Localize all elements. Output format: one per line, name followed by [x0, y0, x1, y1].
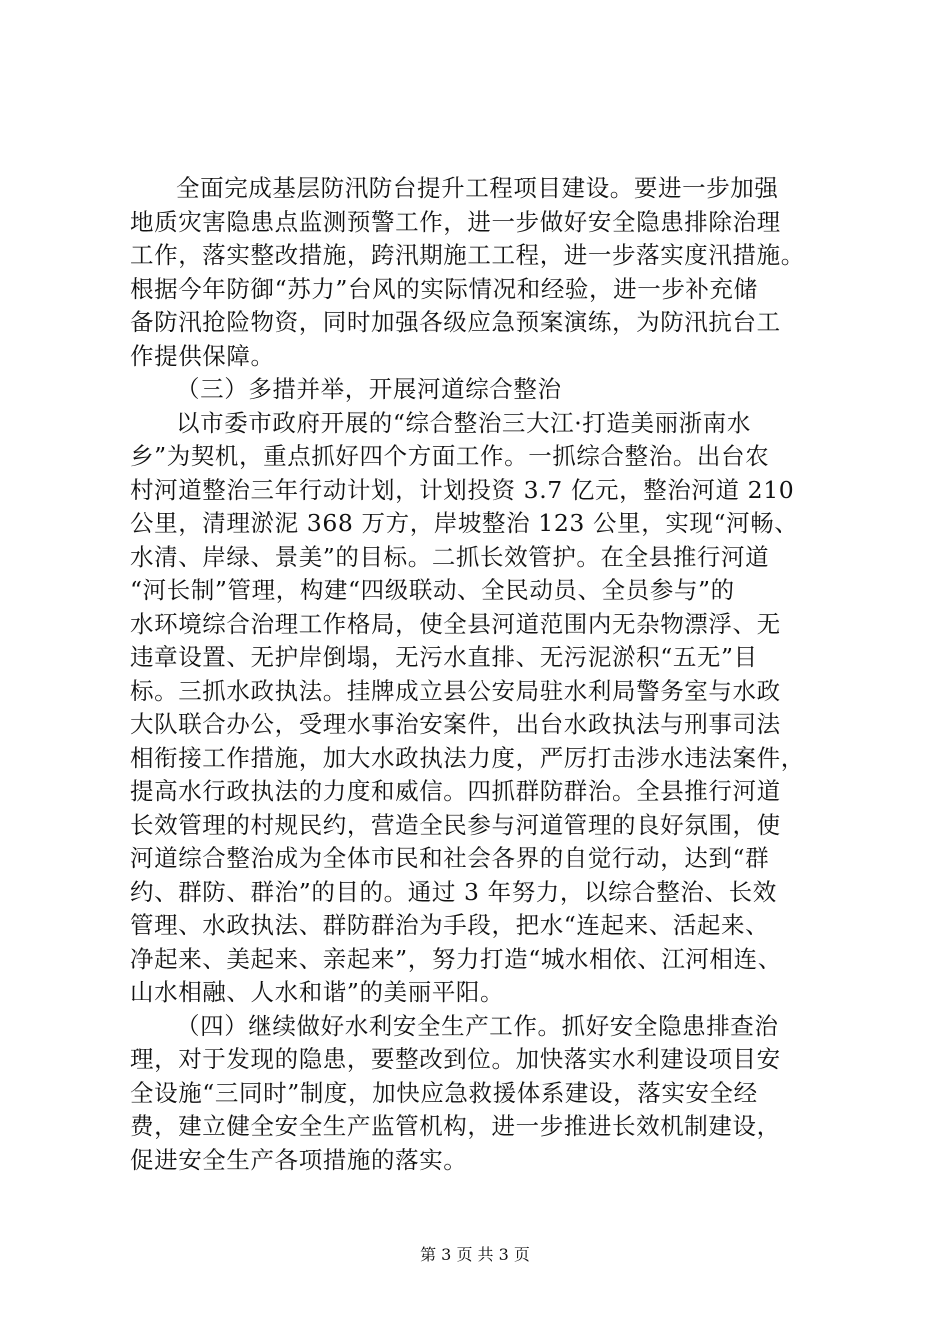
text-line: 提高水行政执法的力度和威信。四抓群防群治。全县推行河道: [130, 777, 781, 805]
text-line: 长效管理的村规民约，营造全民参与河道管理的良好氛围，使: [130, 810, 781, 839]
text-line: “河长制”管理，构建“四级联动、全民动员、全员参与”的: [130, 576, 735, 604]
text-line: 违章设置、无护岸倒塌，无污水直排、无污泥淤积“五无”目: [130, 643, 758, 671]
text-line: 水环境综合治理工作格局，使全县河道范围内无杂物漂浮、无: [130, 609, 781, 638]
text-line: 促进安全生产各项措施的落实。: [130, 1145, 468, 1174]
text-line: 管理、水政执法、群防群治为手段，把水“连起来、活起来、: [130, 911, 770, 939]
page-footer: 第 3 页 共 3 页: [420, 1245, 530, 1264]
text-line: 相衔接工作措施，加大水政执法力度，严厉打击涉水违法案件，: [130, 743, 805, 772]
text-line: 水清、岸绿、景美”的目标。二抓长效管护。在全县推行河道: [130, 542, 770, 571]
text-line: 全设施“三同时”制度，加快应急救援体系建设，落实安全经: [130, 1078, 758, 1107]
text-line: 工作，落实整改措施，跨汛期施工工程，进一步落实度汛措施。: [130, 241, 805, 269]
body-text: [130, 172, 830, 1177]
text-line: 河道综合整治成为全体市民和社会各界的自觉行动，达到“群: [130, 844, 770, 872]
text-line: 地质灾害隐患点监测预警工作，进一步做好安全隐患排除治理: [130, 207, 781, 236]
section-heading: （三）多措并举，开展河道综合整治: [176, 375, 562, 403]
text-line: 大队联合办公，受理水事治安案件，出台水政执法与刑事司法: [130, 710, 781, 738]
text-line: 全面完成基层防汛防台提升工程项目建设。要进一步加强: [176, 174, 779, 202]
text-line: 公里，清理淤泥 368 万方，岸坡整治 123 公里，实现“河畅、: [130, 509, 799, 537]
text-line: 标。三抓水政执法。挂牌成立县公安局驻水利局警务室与水政: [130, 676, 781, 705]
text-line: 山水相融、人水和谐”的美丽平阳。: [130, 978, 505, 1006]
text-line: 净起来、美起来、亲起来”，努力打造“城水相依、江河相连、: [130, 944, 782, 973]
text-line: 根据今年防御“苏力”台风的实际情况和经验，进一步补充储: [130, 274, 758, 303]
text-line: 以市委市政府开展的“综合整治三大江·打造美丽浙南水: [176, 408, 751, 437]
text-line: 作提供保障。: [130, 341, 275, 370]
text-line: 费，建立健全安全生产监管机构，进一步推进长效机制建设，: [130, 1112, 781, 1140]
section-heading: （四）继续做好水利安全生产工作。抓好安全隐患排查治: [176, 1011, 779, 1040]
text-line: 备防汛抢险物资，同时加强各级应急预案演练，为防汛抗台工: [130, 308, 781, 336]
text-line: 乡”为契机，重点抓好四个方面工作。一抓综合整治。出台农: [130, 442, 770, 470]
text-line: 约、群防、群治”的目的。通过 3 年努力，以综合整治、长效: [130, 877, 777, 906]
text-line: 村河道整治三年行动计划，计划投资 3.7 亿元，整治河道 210: [130, 475, 795, 504]
text-line: 理，对于发现的隐患，要整改到位。加快落实水利建设项目安: [130, 1045, 781, 1073]
